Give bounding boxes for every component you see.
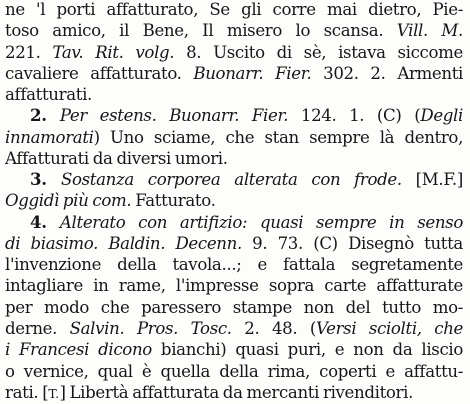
italic-run: Versi sciolti, che [316, 318, 464, 338]
italic-run: Tav. Rit. volg. [52, 42, 175, 62]
italic-run: innamorati [5, 127, 94, 147]
sense-number: 3. [30, 169, 61, 190]
text-line [5, 339, 463, 360]
text-run: 221. [5, 42, 53, 62]
text-run: intagliare in rame, l'impresse sopra carte affatturate [5, 276, 463, 296]
text-run: ) Uno sciame, che stan sempre là dentro, [93, 127, 463, 147]
sense-4-line [30, 212, 463, 233]
text-line [5, 275, 463, 296]
text-line [5, 233, 463, 254]
text-run: [M.F.] [401, 170, 463, 190]
text-line [5, 0, 463, 20]
text-run: 9. 73. (C) Disegnò tutta [241, 233, 463, 253]
text-line [5, 127, 463, 148]
italic-run: Sostanza corporea alterata con frode. [60, 170, 402, 190]
italic-run: Alterato con artifizio: quasi sempre in senso [59, 212, 463, 232]
text-run: per modo che paressero stampe non del tutto mo- [5, 297, 463, 317]
text-line [5, 318, 463, 339]
text-line [5, 254, 463, 275]
text-run: rati. [ [5, 382, 49, 402]
text-run: l'invenzione della tavola...; e fattala segretamente [5, 255, 463, 275]
text-line [5, 63, 463, 84]
sense-2-line [30, 105, 463, 126]
text-line [5, 361, 463, 382]
italic-run: i Francesi dicono [5, 340, 152, 360]
text-line [5, 84, 463, 105]
text-run: 2. 48. ( [231, 318, 316, 338]
sense-number: 4. [30, 211, 60, 232]
text-run: Affatturati da diversi umori. [5, 148, 228, 168]
text-run: Fatturato. [131, 191, 216, 211]
text-run: o vernice, qual è quella della rima, coperti e affattu- [5, 361, 463, 381]
text-run: cavaliere affatturato. [5, 63, 194, 83]
text-line [5, 42, 463, 63]
text-line [5, 382, 463, 404]
italic-run: Per estens. Buonarr. Fier. [59, 106, 289, 126]
text-run: affatturati. [5, 85, 92, 105]
italic-run: Oggidì più com. [5, 191, 132, 211]
text-run: derne. [5, 318, 70, 338]
text-run: ne 'l porti affatturato, Se gli corre mai dietro, Pie- [5, 0, 463, 19]
italic-run: Vill. M. [396, 21, 463, 41]
text-line [5, 190, 463, 211]
text-line [5, 148, 463, 169]
italic-run: Degli [420, 106, 463, 126]
text-run: ] Libertà affatturata da mercanti rivenditori. [59, 382, 414, 402]
sense-number: 2. [30, 105, 60, 126]
text-line [5, 20, 463, 41]
italic-run: Salvin. Pros. Tosc. [69, 318, 232, 338]
text-run: 124. 1. (C) ( [288, 106, 421, 126]
text-run: 302. 2. Armenti [311, 63, 464, 83]
sense-3-line [30, 169, 463, 190]
text-run: bianchi) quasi puri, e non da liscio [151, 340, 463, 360]
italic-run: Buonarr. Fier. [193, 63, 312, 83]
source-mark: T. [48, 385, 60, 401]
text-line [5, 297, 463, 318]
text-run: toso amico, il Bene, Il misero lo scansa. [5, 21, 397, 41]
text-run: 8. Uscito di sè, istava siccome [174, 42, 463, 62]
italic-run: di biasimo. Baldin. Decenn. [5, 233, 242, 253]
